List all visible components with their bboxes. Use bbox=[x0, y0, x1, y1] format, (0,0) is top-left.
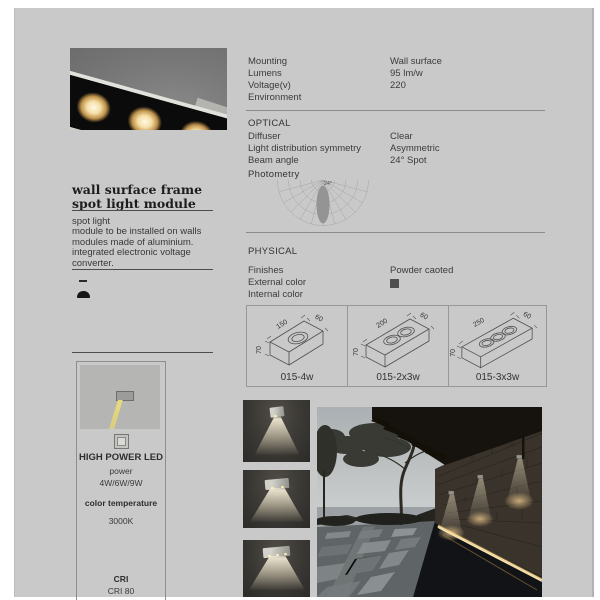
application-scene bbox=[317, 407, 542, 597]
product-description bbox=[72, 217, 232, 269]
lamp-dot bbox=[276, 554, 279, 556]
dim-length-label: 250 bbox=[472, 316, 486, 329]
spec-label: Internal color bbox=[248, 289, 303, 300]
dimension-card-015-3x3w bbox=[448, 305, 547, 387]
lamp-glow-1 bbox=[70, 82, 121, 130]
spec-value: 220 bbox=[390, 80, 406, 91]
title-line-2: spot light module bbox=[72, 195, 196, 211]
spec-label: Beam angle bbox=[248, 155, 299, 166]
description-line: modules made of aluminium. bbox=[72, 236, 194, 248]
spec-label: Voltage(v) bbox=[248, 80, 291, 91]
lamp-glow-3 bbox=[169, 110, 224, 130]
lamp-dot bbox=[284, 553, 287, 555]
spec-value: 95 lm/w bbox=[390, 68, 423, 79]
light-beam bbox=[253, 417, 301, 455]
led-fixture bbox=[116, 391, 134, 401]
spec-label: External color bbox=[248, 277, 307, 288]
optical-heading: OPTICAL bbox=[248, 118, 291, 129]
lamp-dot bbox=[274, 415, 277, 417]
product-photo bbox=[70, 48, 227, 130]
iso-drawing-1-spot bbox=[247, 308, 347, 370]
power-label: power bbox=[109, 466, 133, 476]
led-light-beam bbox=[108, 400, 124, 429]
cri-value: CRI 80 bbox=[107, 586, 135, 596]
spec-row-lumens bbox=[248, 68, 548, 79]
light-beam bbox=[250, 488, 304, 522]
spec-value: Clear bbox=[390, 131, 413, 142]
dim-width-label: 60 bbox=[521, 311, 532, 321]
spec-row-voltage bbox=[248, 80, 548, 91]
spec-label: Mounting bbox=[248, 56, 288, 67]
spec-value: Wall surface bbox=[390, 56, 442, 67]
section-rule bbox=[246, 110, 545, 111]
section-divider bbox=[72, 352, 213, 353]
description-divider bbox=[72, 269, 213, 270]
iso-drawing-3-spot bbox=[449, 308, 546, 370]
spec-value: Asymmetric bbox=[390, 143, 440, 154]
optical-row-beam-angle bbox=[248, 155, 548, 166]
physical-row-internal-color bbox=[248, 289, 548, 300]
spec-label: Lumens bbox=[248, 68, 282, 79]
section-rule bbox=[246, 232, 545, 233]
description-line: integrated electronic voltage bbox=[72, 247, 191, 259]
external-color-swatch bbox=[390, 279, 399, 288]
gallery-photo-1-spot bbox=[243, 400, 310, 462]
spec-value: 24° Spot bbox=[390, 155, 427, 166]
gallery-photo-3-spot bbox=[243, 540, 310, 597]
model-label: 015-4w bbox=[280, 372, 314, 383]
iso-drawing-2-spot bbox=[348, 308, 448, 370]
photometry-diagram bbox=[277, 178, 369, 230]
spec-row-mounting bbox=[248, 56, 548, 67]
beam-ellipse bbox=[317, 186, 330, 224]
model-label: 015-3x3w bbox=[475, 372, 520, 383]
dim-width-label: 60 bbox=[418, 311, 429, 322]
led-wall-preview bbox=[80, 365, 160, 429]
led-spec-panel bbox=[76, 361, 166, 600]
color-temp-value: 3000K bbox=[108, 516, 134, 526]
optical-row-diffuser bbox=[248, 131, 548, 142]
spec-value: Powder caoted bbox=[390, 265, 454, 276]
dim-height-label: 70 bbox=[449, 349, 457, 357]
lamp-glow-2 bbox=[118, 96, 173, 130]
description-line: module to be installed on walls bbox=[72, 226, 202, 238]
spec-row-environment bbox=[248, 92, 548, 103]
physical-heading: PHYSICAL bbox=[248, 246, 298, 257]
title-divider bbox=[72, 210, 213, 211]
dim-height-label: 70 bbox=[256, 346, 263, 354]
gallery-photo-2-spot bbox=[243, 470, 310, 528]
spec-label: Light distribution symmetry bbox=[248, 143, 361, 154]
spec-label: Environment bbox=[248, 92, 302, 103]
title-line-1: wall surface frame bbox=[72, 182, 203, 197]
beam-angle-label: 24° bbox=[323, 181, 333, 187]
description-line: spot light bbox=[72, 216, 111, 227]
description-line: converter. bbox=[72, 257, 114, 269]
dash-mark-icon bbox=[79, 280, 87, 282]
color-temp-label: color temperature bbox=[84, 498, 158, 508]
led-chip-icon bbox=[114, 434, 129, 449]
photometry-label: Photometry bbox=[248, 169, 300, 180]
dimension-card-015-2x3w bbox=[347, 305, 449, 387]
lamp-dot bbox=[281, 486, 284, 488]
physical-row-finishes bbox=[248, 265, 548, 276]
spec-label: Finishes bbox=[248, 265, 284, 276]
light-beam bbox=[249, 556, 305, 590]
dim-length-label: 200 bbox=[375, 317, 390, 330]
dim-length-label: 150 bbox=[275, 318, 290, 331]
model-label: 015-2x3w bbox=[376, 372, 420, 383]
dim-height-label: 70 bbox=[353, 348, 360, 356]
dimension-card-015-4w bbox=[246, 305, 348, 387]
fixture-profile-icon bbox=[77, 291, 90, 298]
cri-label: CRI bbox=[113, 574, 129, 584]
led-heading: HIGH POWER LED bbox=[79, 452, 163, 463]
power-value: 4W/6W/9W bbox=[99, 478, 143, 488]
optical-row-symmetry bbox=[248, 143, 548, 154]
page-title bbox=[72, 183, 232, 210]
dim-width-label: 60 bbox=[313, 313, 324, 324]
application-photo bbox=[317, 407, 542, 597]
spec-label: Diffuser bbox=[248, 131, 281, 142]
wall-fixture bbox=[269, 406, 284, 418]
